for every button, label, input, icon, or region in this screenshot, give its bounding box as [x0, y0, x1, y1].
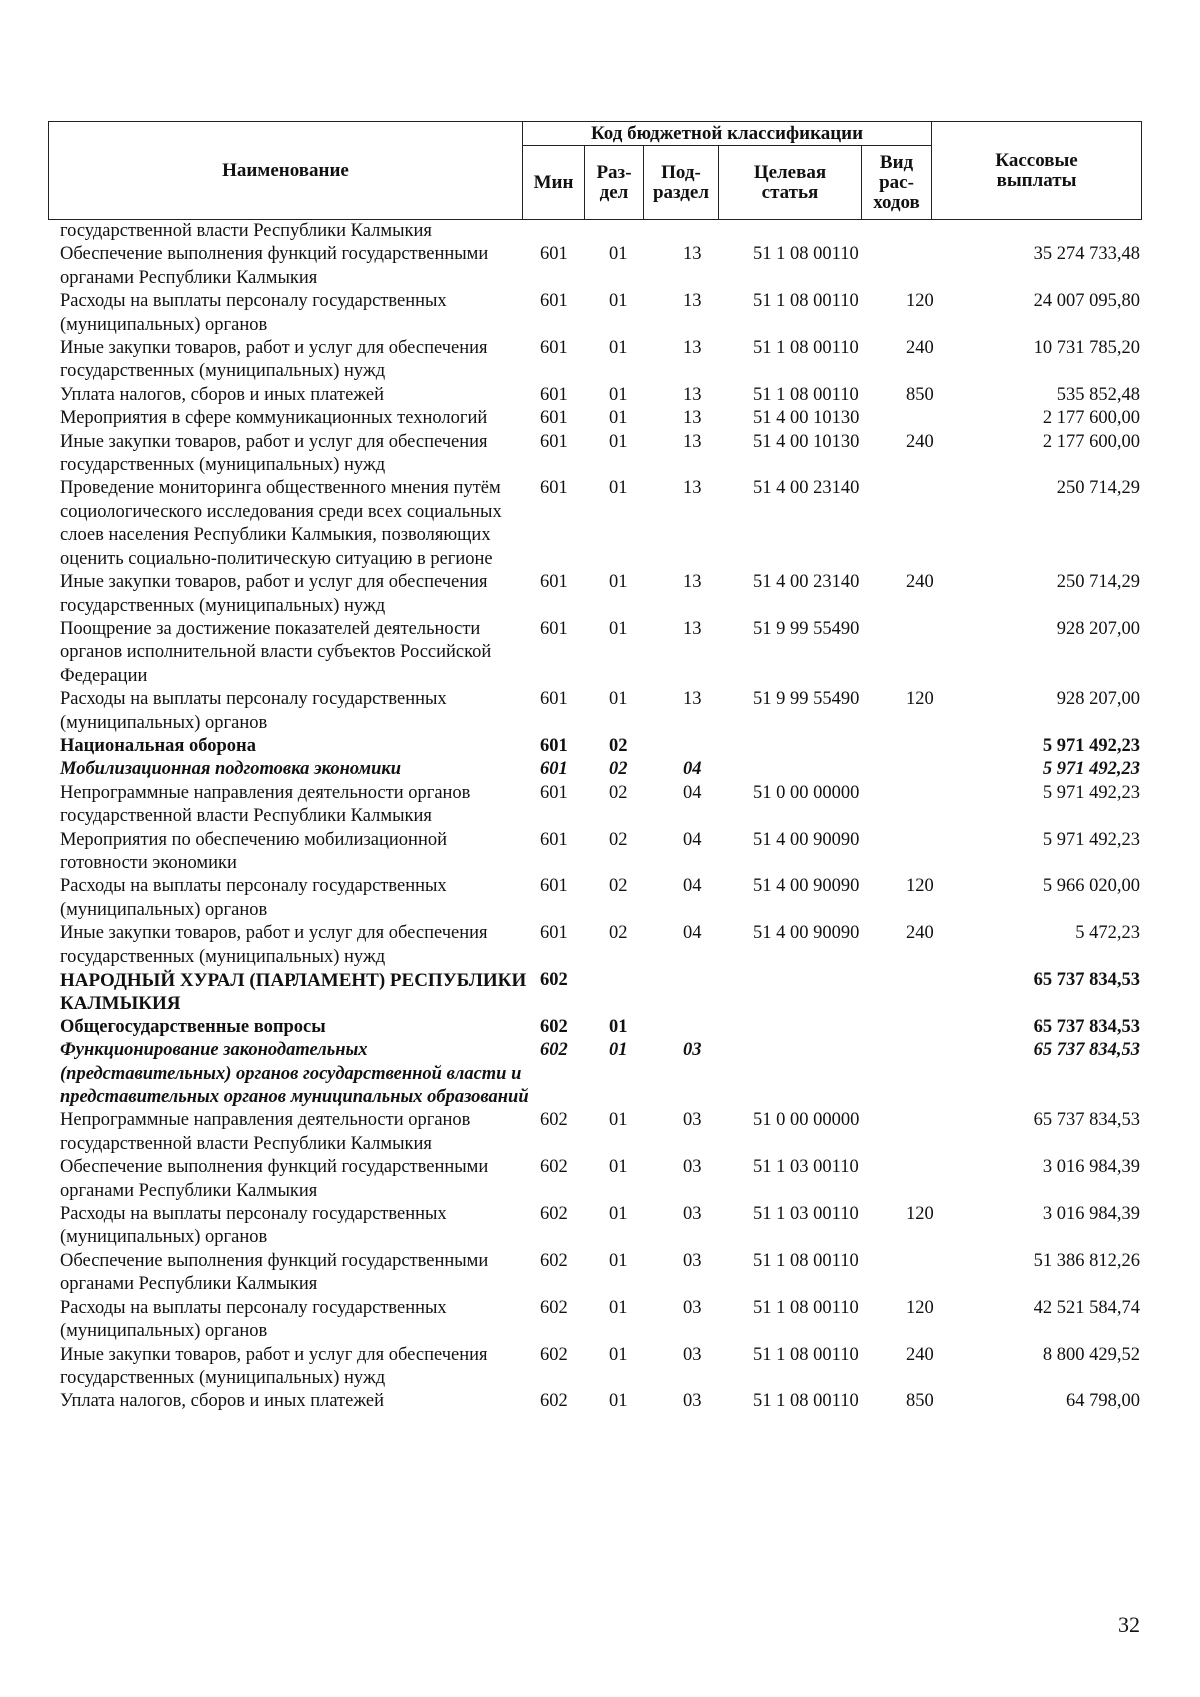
- row-min: 602: [540, 1344, 568, 1365]
- table-row: [0, 220, 1200, 243]
- table-row: [0, 431, 1200, 478]
- table-row: [0, 735, 1200, 758]
- row-summa: 64 798,00: [1066, 1391, 1140, 1412]
- row-summa: 65 737 834,53: [1033, 970, 1140, 990]
- row-vid: 240: [906, 923, 934, 944]
- row-min: 602: [540, 970, 568, 990]
- row-summa: 10 731 785,20: [1033, 338, 1140, 359]
- row-vid: 850: [906, 384, 934, 405]
- row-summa: 5 971 492,23: [1042, 759, 1140, 780]
- row-min: 602: [540, 1157, 568, 1178]
- table-row: [0, 758, 1200, 781]
- row-razdel: 01: [609, 1110, 628, 1131]
- row-razdel: 01: [609, 408, 628, 429]
- table-row: [0, 477, 1200, 571]
- row-vid: 120: [906, 689, 934, 710]
- row-celevaya: 51 9 99 55490: [753, 618, 860, 639]
- row-podrazdel: 03: [683, 1110, 702, 1131]
- row-summa: 5 966 020,00: [1042, 876, 1140, 897]
- table-row: [0, 1250, 1200, 1297]
- row-podrazdel: 13: [683, 431, 702, 452]
- table-row: [0, 1344, 1200, 1391]
- row-razdel: 01: [609, 1297, 628, 1318]
- row-min: 601: [540, 689, 568, 710]
- row-summa: 5 971 492,23: [1042, 735, 1140, 756]
- row-summa: 42 521 584,74: [1033, 1297, 1140, 1318]
- row-summa: 250 714,29: [1056, 478, 1140, 499]
- row-celevaya: 51 4 00 90090: [753, 829, 860, 850]
- row-name: Общегосударственные вопросы: [60, 1016, 326, 1037]
- row-celevaya: 51 1 08 00110: [753, 1250, 859, 1271]
- row-razdel: 01: [609, 1391, 628, 1412]
- row-name: Иные закупки товаров, работ и услуг для обеспечения государственных (муниципальных) нужд: [60, 923, 488, 967]
- row-name: Непрограммные направления деятельности органов государственной власти Республики Калмыкия: [60, 782, 471, 827]
- row-celevaya: 51 4 00 90090: [753, 923, 860, 944]
- row-min: 601: [540, 408, 568, 429]
- row-summa: 3 016 984,39: [1042, 1204, 1140, 1225]
- row-name: Обеспечение выполнения функций государственными органами Республики Калмыкия: [60, 1250, 489, 1295]
- row-min: 601: [540, 829, 568, 850]
- row-vid: 240: [906, 431, 934, 452]
- row-razdel: 02: [609, 923, 628, 944]
- row-razdel: 02: [609, 829, 628, 850]
- row-celevaya: 51 0 00 00000: [753, 1110, 860, 1131]
- row-min: 601: [540, 759, 568, 780]
- table-row: [0, 618, 1200, 688]
- row-celevaya: 51 1 08 00110: [753, 244, 859, 265]
- row-min: 602: [540, 1110, 568, 1131]
- header-razdel: Раз- дел: [585, 146, 644, 220]
- row-name: Расходы на выплаты персоналу государственных (муниципальных) органов: [60, 1297, 447, 1342]
- row-razdel: 01: [609, 431, 628, 452]
- row-celevaya: 51 4 00 10130: [753, 408, 860, 429]
- row-name: Мероприятия в сфере коммуникационных технологий: [60, 408, 488, 429]
- row-podrazdel: 04: [683, 923, 702, 944]
- row-min: 601: [540, 244, 568, 265]
- row-podrazdel: 03: [683, 1391, 702, 1412]
- row-vid: 240: [906, 338, 934, 359]
- row-razdel: 01: [609, 689, 628, 710]
- row-summa: 2 177 600,00: [1042, 431, 1140, 452]
- row-podrazdel: 03: [683, 1157, 702, 1178]
- row-min: 601: [540, 572, 568, 593]
- header-celevaya: Целевая статья: [719, 146, 862, 220]
- row-podrazdel: 13: [683, 291, 702, 312]
- table-row: [0, 407, 1200, 430]
- header-code-group: Код бюджетной классификации: [523, 122, 932, 146]
- row-podrazdel: 03: [683, 1344, 702, 1365]
- row-name: Мобилизационная подготовка экономики: [60, 759, 402, 780]
- table-row: [0, 1156, 1200, 1203]
- row-razdel: 01: [609, 1040, 628, 1061]
- row-podrazdel: 13: [683, 572, 702, 593]
- table-row: [0, 922, 1200, 969]
- table-row: [0, 1016, 1200, 1039]
- row-podrazdel: 04: [683, 759, 702, 780]
- row-razdel: 02: [609, 876, 628, 897]
- row-summa: 2 177 600,00: [1042, 408, 1140, 429]
- table-row: [0, 1203, 1200, 1250]
- row-celevaya: 51 1 08 00110: [753, 384, 859, 405]
- page-number: 32: [1118, 1612, 1140, 1637]
- row-min: 602: [540, 1250, 568, 1271]
- row-summa: 535 852,48: [1056, 384, 1140, 405]
- row-name: НАРОДНЫЙ ХУРАЛ (ПАРЛАМЕНТ) РЕСПУБЛИКИ КАЛМЫКИЯ: [60, 970, 527, 1015]
- table-row: [0, 829, 1200, 876]
- row-name: Функционирование законодательных (представительных) органов государственной власти и представительных органов муниципальных образований: [60, 1040, 529, 1108]
- row-name: Расходы на выплаты персоналу государственных (муниципальных) органов: [60, 1204, 447, 1248]
- row-summa: 928 207,00: [1056, 689, 1140, 710]
- header-kassa: Кассовые выплаты: [932, 122, 1142, 220]
- row-podrazdel: 03: [683, 1040, 702, 1061]
- row-name: Проведение мониторинга общественного мнения путём социологического исследования среди всех социальных слоев населения Республики Калмыкия, позволяющих оценить социально-политическую ситуацию в регионе: [60, 478, 502, 569]
- row-celevaya: 51 1 08 00110: [753, 1391, 859, 1412]
- table-row: [0, 1390, 1200, 1413]
- row-podrazdel: 13: [683, 408, 702, 429]
- row-name: Иные закупки товаров, работ и услуг для обеспечения государственных (муниципальных) нужд: [60, 431, 488, 476]
- row-min: 601: [540, 338, 568, 359]
- table-row: [0, 688, 1200, 735]
- row-podrazdel: 04: [683, 876, 702, 897]
- row-min: 602: [540, 1204, 568, 1225]
- row-name: Иные закупки товаров, работ и услуг для обеспечения государственных (муниципальных) нужд: [60, 1344, 488, 1388]
- row-min: 601: [540, 618, 568, 639]
- row-min: 602: [540, 1297, 568, 1318]
- row-min: 601: [540, 291, 568, 312]
- row-name: Мероприятия по обеспечению мобилизационной готовности экономики: [60, 829, 448, 873]
- row-min: 602: [540, 1016, 568, 1037]
- table-body: [0, 220, 1200, 1414]
- table-row: [0, 571, 1200, 618]
- row-name: Непрограммные направления деятельности органов государственной власти Республики Калмыкия: [60, 1110, 471, 1154]
- row-min: 601: [540, 782, 568, 803]
- row-podrazdel: 13: [683, 384, 702, 405]
- row-name: Уплата налогов, сборов и иных платежей: [60, 1391, 385, 1412]
- row-vid: 120: [906, 1204, 934, 1225]
- row-podrazdel: 13: [683, 338, 702, 359]
- row-razdel: 01: [609, 1016, 628, 1037]
- row-min: 601: [540, 431, 568, 452]
- row-summa: 65 737 834,53: [1033, 1110, 1140, 1131]
- header-vid: Вид рас- ходов: [862, 146, 932, 220]
- row-razdel: 01: [609, 244, 628, 265]
- row-razdel: 02: [609, 735, 628, 756]
- table-row: [0, 1109, 1200, 1156]
- row-razdel: 01: [609, 572, 628, 593]
- row-celevaya: 51 9 99 55490: [753, 689, 860, 710]
- row-razdel: 02: [609, 759, 628, 780]
- row-razdel: 02: [609, 782, 628, 803]
- row-celevaya: 51 1 03 00110: [753, 1157, 859, 1178]
- row-name: Иные закупки товаров, работ и услуг для обеспечения государственных (муниципальных) нужд: [60, 338, 488, 382]
- row-min: 601: [540, 923, 568, 944]
- row-vid: 850: [906, 1391, 934, 1412]
- table-row: [0, 875, 1200, 922]
- row-min: 601: [540, 478, 568, 499]
- row-name: Расходы на выплаты персоналу государственных (муниципальных) органов: [60, 876, 447, 920]
- row-summa: 5 472,23: [1075, 923, 1140, 944]
- row-podrazdel: 03: [683, 1250, 702, 1271]
- row-razdel: 01: [609, 1250, 628, 1271]
- row-summa: 51 386 812,26: [1033, 1250, 1140, 1271]
- row-summa: 65 737 834,53: [1033, 1016, 1140, 1037]
- table-row: [0, 969, 1200, 1016]
- row-celevaya: 51 1 08 00110: [753, 338, 859, 359]
- table-row: [0, 1039, 1200, 1109]
- row-podrazdel: 04: [683, 782, 702, 803]
- row-celevaya: 51 1 08 00110: [753, 1344, 859, 1365]
- row-name: Поощрение за достижение показателей деятельности органов исполнительной власти субъектов Российской Федерации: [60, 618, 492, 686]
- header-podrazdel: Под- раздел: [644, 146, 719, 220]
- row-min: 602: [540, 1391, 568, 1412]
- row-vid: 120: [906, 1297, 934, 1318]
- row-name: Расходы на выплаты персоналу государственных (муниципальных) органов: [60, 689, 447, 733]
- row-podrazdel: 03: [683, 1297, 702, 1318]
- row-name: Национальная оборона: [60, 735, 256, 756]
- header-name: Наименование: [49, 122, 523, 220]
- header-min: Мин: [523, 146, 585, 220]
- row-celevaya: 51 4 00 10130: [753, 431, 860, 452]
- row-summa: 35 274 733,48: [1033, 244, 1140, 265]
- row-min: 602: [540, 1040, 568, 1061]
- row-summa: 250 714,29: [1056, 572, 1140, 593]
- row-celevaya: 51 1 03 00110: [753, 1204, 859, 1225]
- table-row: [0, 337, 1200, 384]
- table-row: [0, 782, 1200, 829]
- row-podrazdel: 03: [683, 1204, 702, 1225]
- row-name: Обеспечение выполнения функций государственными органами Республики Калмыкия: [60, 244, 489, 288]
- row-razdel: 01: [609, 618, 628, 639]
- row-min: 601: [540, 735, 568, 756]
- row-summa: 5 971 492,23: [1042, 782, 1140, 803]
- row-summa: 65 737 834,53: [1033, 1040, 1140, 1061]
- row-vid: 120: [906, 876, 934, 897]
- row-min: 601: [540, 384, 568, 405]
- row-vid: 120: [906, 291, 934, 312]
- row-name: Иные закупки товаров, работ и услуг для обеспечения государственных (муниципальных) нужд: [60, 572, 488, 616]
- row-podrazdel: 13: [683, 689, 702, 710]
- row-celevaya: 51 0 00 00000: [753, 782, 860, 803]
- row-celevaya: 51 1 08 00110: [753, 291, 859, 312]
- row-razdel: 01: [609, 291, 628, 312]
- table-row: [0, 384, 1200, 407]
- row-summa: 8 800 429,52: [1042, 1344, 1140, 1365]
- row-podrazdel: 13: [683, 244, 702, 265]
- table-row: [0, 290, 1200, 337]
- row-summa: 928 207,00: [1056, 618, 1140, 639]
- table-header: [48, 121, 1142, 220]
- row-summa: 5 971 492,23: [1042, 829, 1140, 850]
- row-vid: 240: [906, 572, 934, 593]
- row-razdel: 01: [609, 338, 628, 359]
- row-name: Обеспечение выполнения функций государственными органами Республики Калмыкия: [60, 1157, 489, 1201]
- row-summa: 24 007 095,80: [1033, 291, 1140, 312]
- row-celevaya: 51 4 00 90090: [753, 876, 860, 897]
- row-summa: 3 016 984,39: [1042, 1157, 1140, 1178]
- table-row: [0, 243, 1200, 290]
- row-celevaya: 51 4 00 23140: [753, 478, 860, 499]
- row-name: Расходы на выплаты персоналу государственных (муниципальных) органов: [60, 291, 447, 335]
- row-name: государственной власти Республики Калмыкия: [60, 221, 432, 241]
- row-vid: 240: [906, 1344, 934, 1365]
- row-podrazdel: 13: [683, 478, 702, 499]
- row-celevaya: 51 1 08 00110: [753, 1297, 859, 1318]
- row-razdel: 01: [609, 478, 628, 499]
- row-razdel: 01: [609, 1344, 628, 1365]
- row-name: Уплата налогов, сборов и иных платежей: [60, 384, 385, 405]
- row-razdel: 01: [609, 384, 628, 405]
- row-podrazdel: 13: [683, 618, 702, 639]
- table-row: [0, 1297, 1200, 1344]
- row-razdel: 01: [609, 1157, 628, 1178]
- row-min: 601: [540, 876, 568, 897]
- row-podrazdel: 04: [683, 829, 702, 850]
- row-celevaya: 51 4 00 23140: [753, 572, 860, 593]
- row-razdel: 01: [609, 1204, 628, 1225]
